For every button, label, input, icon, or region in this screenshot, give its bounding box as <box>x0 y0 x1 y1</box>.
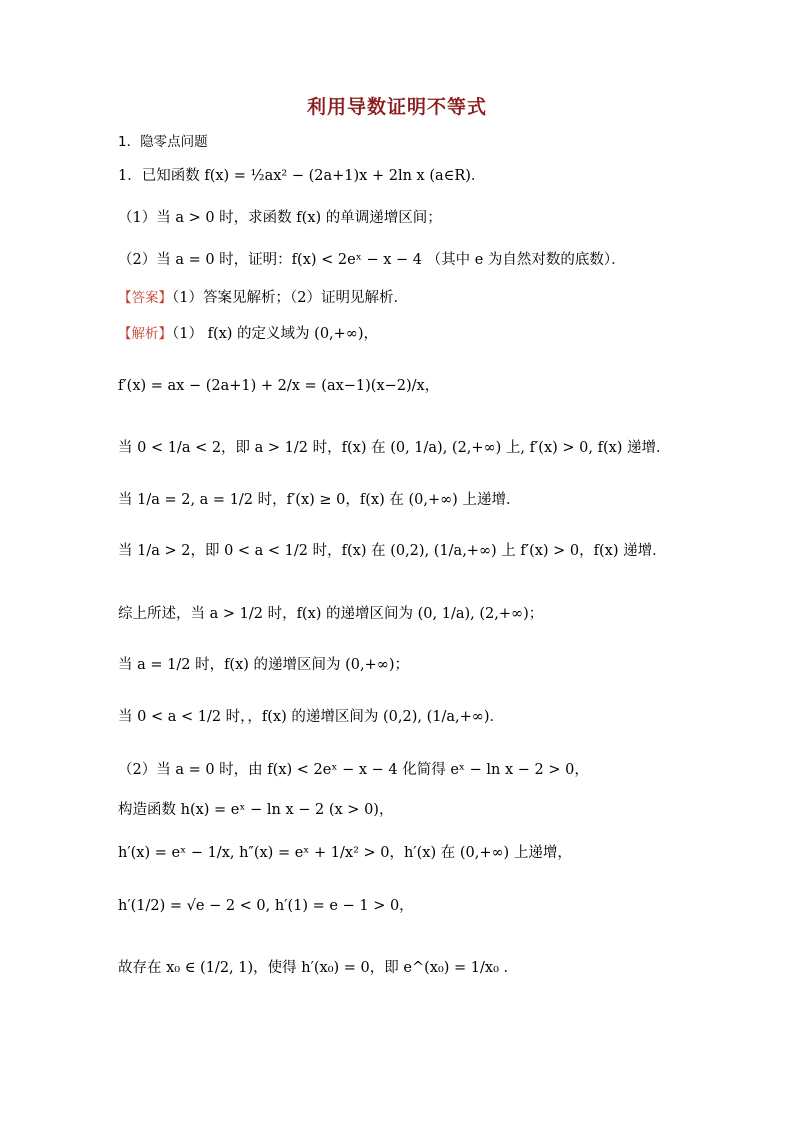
second-derivative-line: h′(x) = eˣ − 1/x, h″(x) = eˣ + 1/x² > 0，h′(x) 在 (0,+∞) 上递增， <box>118 845 572 861</box>
problem-text: 1．已知函数 f(x) = ½ax² − (2a+1)x + 2ln x (a∈R)． <box>118 168 486 184</box>
existence-line: 故存在 x₀ ∈ (1/2, 1)，使得 h′(x₀) = 0，即 e^(x₀) = 1/x₀ ． <box>118 960 519 976</box>
evaluation-line: h′(1/2) = √e − 2 < 0, h′(1) = e − 1 > 0， <box>118 898 414 914</box>
problem-statement <box>118 166 485 186</box>
summary-line-3: 当 0 < a < 1/2 时，，f(x) 的递增区间为 (0,2), (1/a,+∞)． <box>118 709 504 725</box>
part-2-line: （2）当 a = 0 时，由 f(x) < 2eˣ − x − 4 化简得 eˣ − ln x − 2 > 0， <box>118 762 589 778</box>
answer-line <box>118 288 408 308</box>
question-1: （1）当 a > 0 时，求函数 f(x) 的单调递增区间； <box>118 210 442 226</box>
summary-line-2: 当 a = 1/2 时，f(x) 的递增区间为 (0,+∞)； <box>118 657 410 673</box>
case-1-line: 当 0 < 1/a < 2，即 a > 1/2 时，f(x) 在 (0, 1/a), (2,+∞) 上, f′(x) > 0, f(x) 递增． <box>118 440 671 456</box>
analysis-line <box>118 324 378 344</box>
section-heading: 1．隐零点问题 <box>118 134 208 150</box>
construct-function-line: 构造函数 h(x) = eˣ − ln x − 2 (x > 0)， <box>118 802 394 818</box>
question-2: （2）当 a = 0 时，证明：f(x) < 2eˣ − x − 4 （其中 e 为自然对数的底数）． <box>118 252 626 268</box>
case-3-line: 当 1/a > 2，即 0 < a < 1/2 时，f(x) 在 (0,2), (1/a,+∞) 上 f′(x) > 0，f(x) 递增． <box>118 543 667 559</box>
analysis-tag: 【解析】 <box>118 326 172 342</box>
summary-line-1: 综上所述，当 a > 1/2 时，f(x) 的递增区间为 (0, 1/a), (2,+∞)； <box>118 606 544 622</box>
analysis-text: （1） f(x) 的定义域为 (0,+∞)， <box>172 326 379 342</box>
answer-text: （1）答案见解析；（2）证明见解析． <box>172 290 408 306</box>
answer-tag: 【答案】 <box>118 290 172 306</box>
derivative-line: f′(x) = ax − (2a+1) + 2/x = (ax−1)(x−2)/x， <box>118 378 440 394</box>
page-title: 利用导数证明不等式 <box>306 96 487 118</box>
case-2-line: 当 1/a = 2, a = 1/2 时，f′(x) ≥ 0，f(x) 在 (0,+∞) 上递增． <box>118 492 521 508</box>
